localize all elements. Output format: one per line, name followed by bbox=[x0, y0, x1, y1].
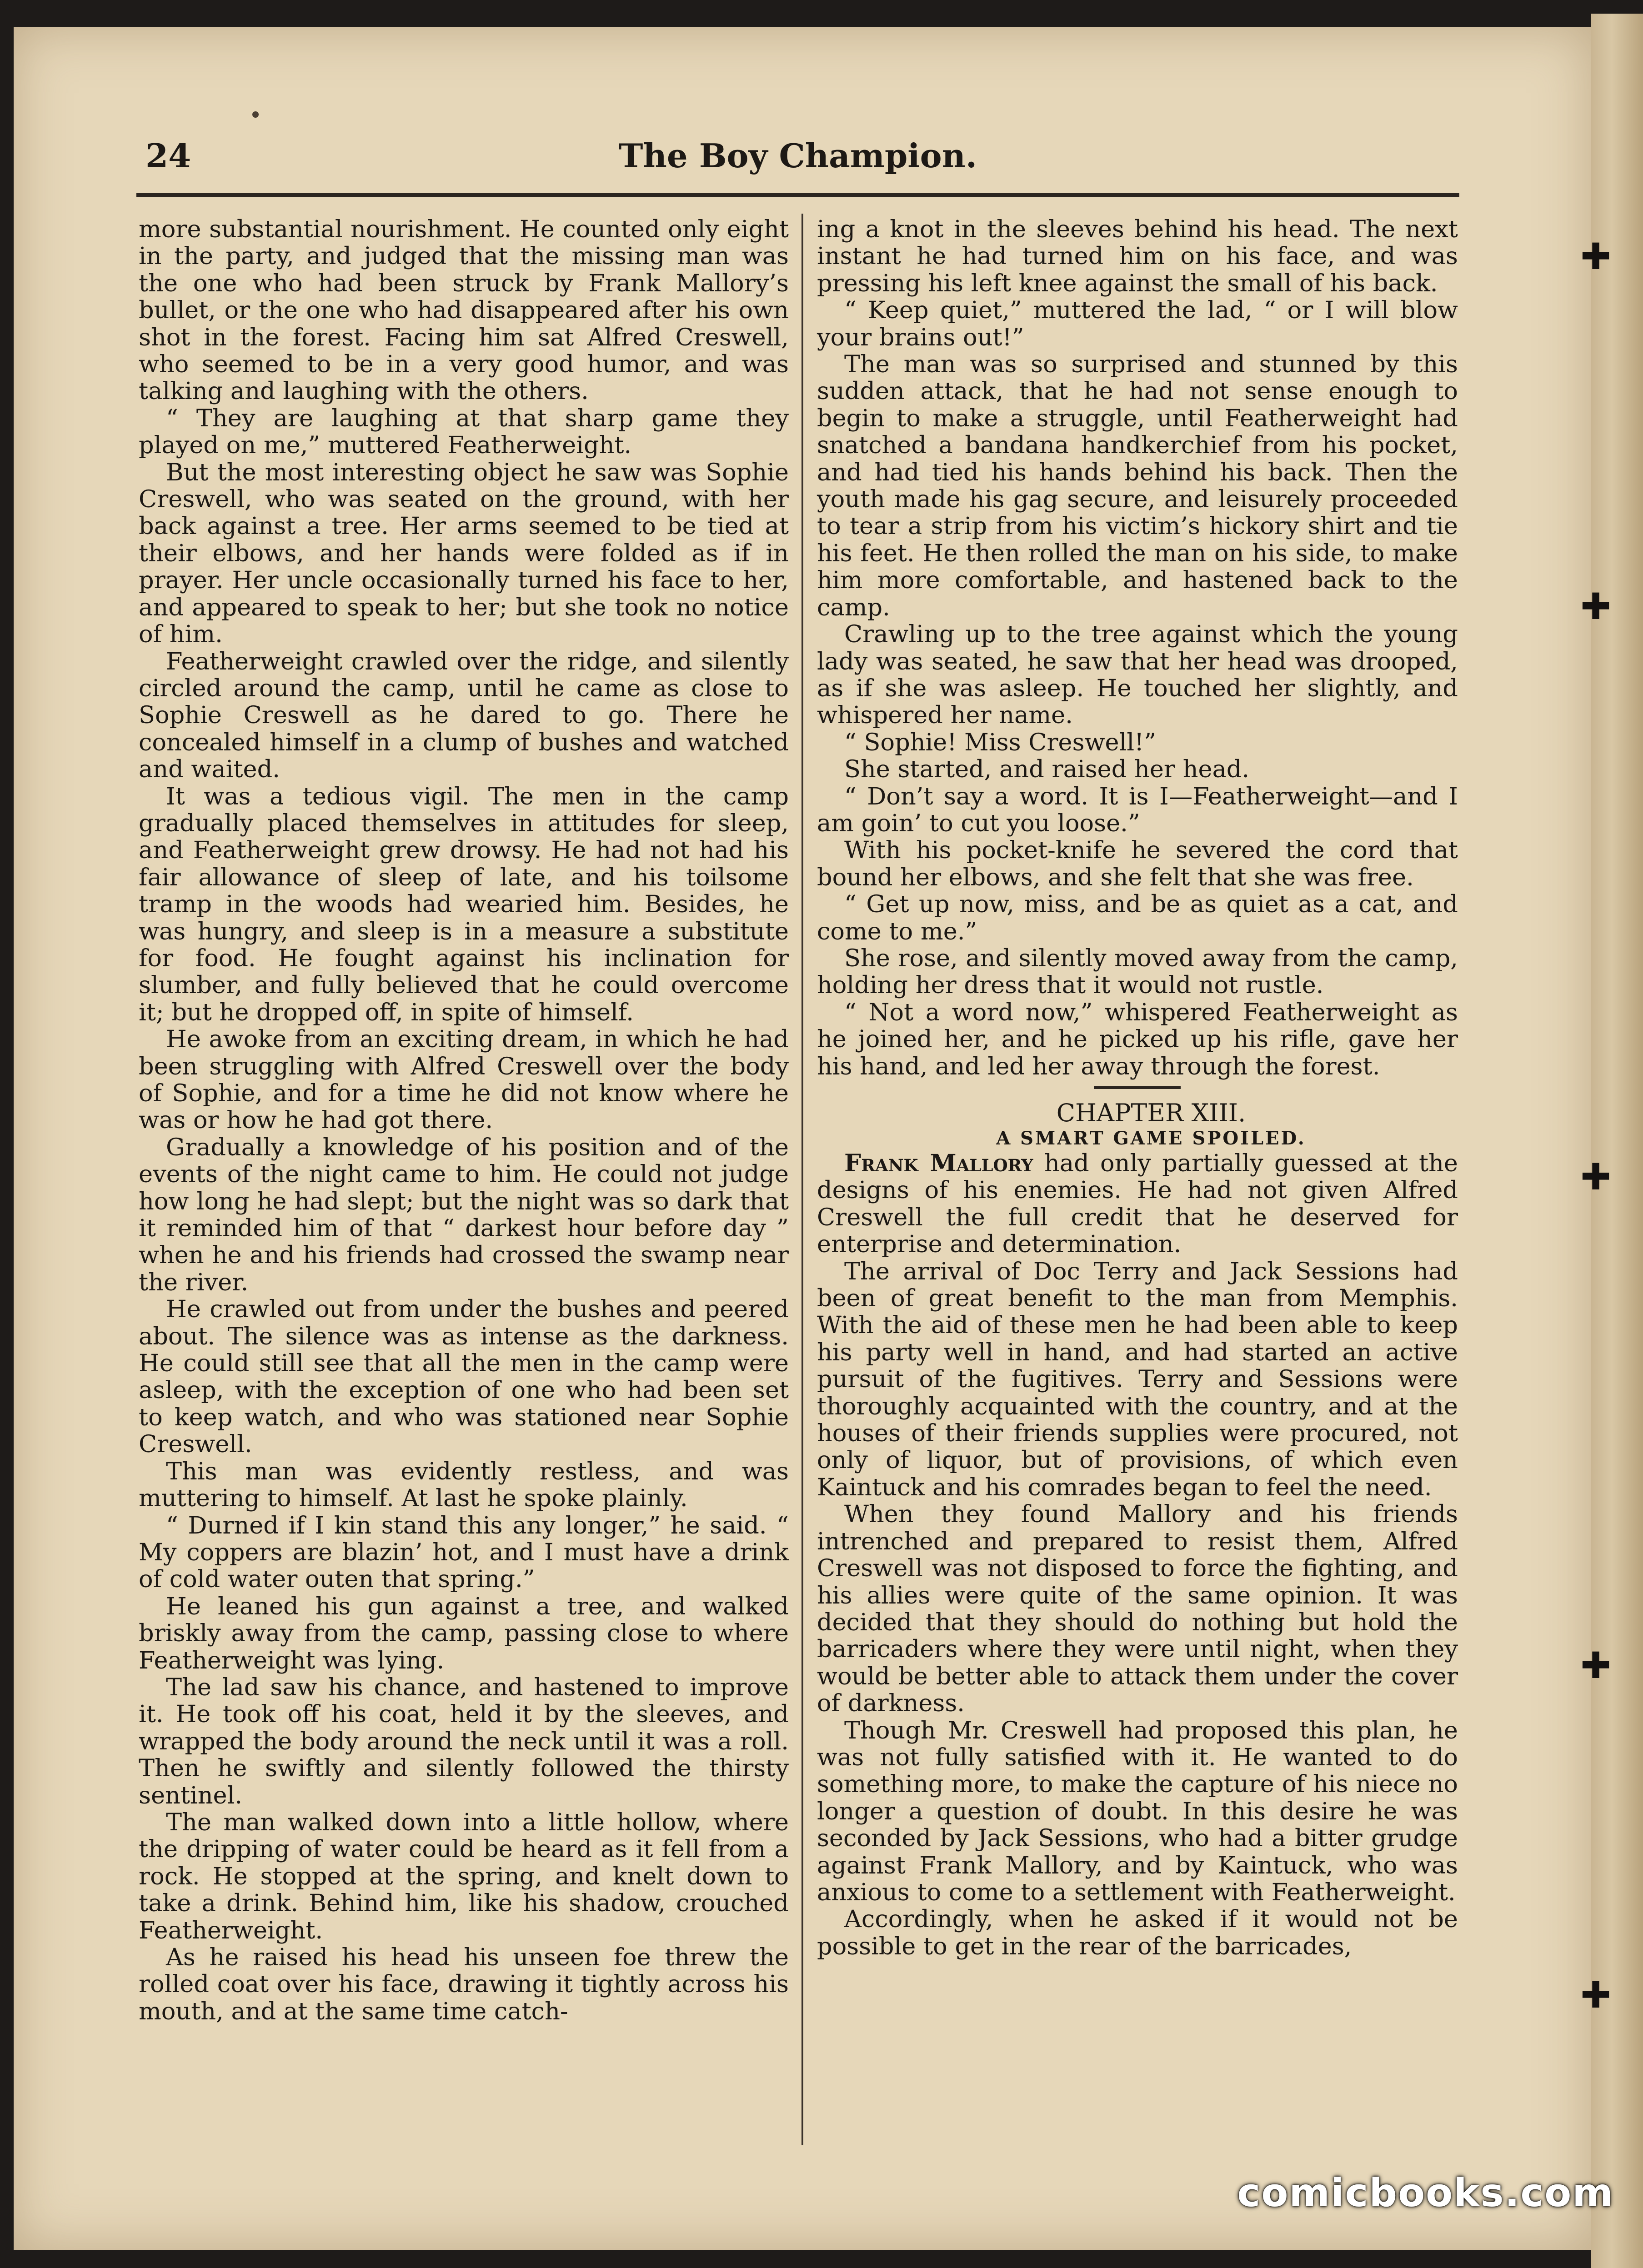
paragraph: As he raised his head his unseen foe threw the rolled coat over his face, drawing it tightly across his mouth, and at the same time catch- bbox=[139, 1943, 789, 2025]
paragraph: The lad saw his chance, and hastened to improve it. He took off his coat, held it by the sleeves, and wrapped the body around the neck until it was a roll. Then he swiftly and silently followed the thirsty sentinel. bbox=[139, 1673, 789, 1809]
opening-smallcaps-name: Frank Mallory bbox=[844, 1149, 1033, 1177]
binding-staple-icon: ✚ bbox=[1580, 585, 1611, 628]
paragraph: Gradually a knowledge of his position and of the events of the night came to him. He could not judge how long he had slept; but the night was so dark that it reminded him of that “ darkest hour before day ” when he and his friends had crossed the swamp near the river. bbox=[139, 1133, 789, 1296]
running-title: The Boy Champion. bbox=[618, 136, 977, 175]
paragraph: With his pocket-knife he severed the cord that bound her elbows, and she felt that she was free. bbox=[817, 836, 1458, 891]
paragraph: The man was so surprised and stunned by this sudden attack, that he had not sense enough to begin to make a struggle, until Featherweight had snatched a bandana handkerchief from his pocket, and had tied his hands behind his back. Then the youth made his gag secure, and leisurely proceeded to tear a strip from his victim’s hickory shirt and tie his feet. He then rolled the man on his side, to make him more comfortable, and hastened back to the camp. bbox=[817, 350, 1458, 621]
paragraph: She started, and raised her head. bbox=[844, 755, 1250, 784]
paragraph: He leaned his gun against a tree, and walked briskly away from the camp, passing close to where Featherweight was lying. bbox=[139, 1592, 789, 1674]
header-rule bbox=[136, 193, 1459, 197]
paragraph: “ Not a word now,” whispered Featherweight as he joined her, and he picked up his rifle, gave her his hand, and led her away through the forest. bbox=[817, 998, 1458, 1080]
binding-staple-icon: ✚ bbox=[1580, 1644, 1611, 1687]
paragraph: “ They are laughing at that sharp game they played on me,” muttered Featherweight. bbox=[139, 404, 789, 460]
section-rule bbox=[1094, 1086, 1181, 1089]
page-blemish bbox=[252, 111, 259, 118]
paragraph: “ Sophie! Miss Creswell!” bbox=[844, 728, 1157, 756]
paragraph: The man walked down into a little hollow, where the dripping of water could be heard as it fell from a rock. He stopped at the spring, and knelt down to take a drink. Behind him, like his shadow, crouched Featherweight. bbox=[139, 1808, 789, 1944]
paragraph: “ Get up now, miss, and be as quiet as a cat, and come to me.” bbox=[817, 890, 1458, 945]
paragraph: ing a knot in the sleeves behind his head. The next instant he had turned him on his face, and was pressing his left knee against the small of his back. bbox=[817, 215, 1458, 297]
paragraph: Featherweight crawled over the ridge, and silently circled around the camp, until he came as close to Sophie Creswell as he dared to go. There he concealed himself in a clump of bushes and watched and waited. bbox=[139, 647, 789, 784]
chapter-title: CHAPTER XIII. bbox=[1056, 1099, 1246, 1127]
paragraph: “ Don’t say a word. It is I—Featherweight—and I am goin’ to cut you loose.” bbox=[817, 782, 1458, 837]
paragraph: This man was evidently restless, and was muttering to himself. At last he spoke plainly. bbox=[139, 1457, 789, 1513]
paragraph: But the most interesting object he saw was Sophie Creswell, who was seated on the ground, with her back against a tree. Her arms seemed to be tied at their elbows, and her hands were folded as if in prayer. Her uncle occasionally turned his face to her, and appeared to speak to her; but she took no notice of him. bbox=[139, 458, 789, 649]
paragraph: “ Durned if I kin stand this any longer,” he said. “ My coppers are blazin’ hot, and I must have a drink of cold water outen that spring.” bbox=[139, 1511, 789, 1594]
paragraph: more substantial nourishment. He counted only eight in the party, and judged that the missing man was the one who had been struck by Frank Mallory’s bullet, or the one who had disappeared after his own shot in the forest. Facing him sat Alfred Creswell, who seemed to be in a very good humor, and was talking and laughing with the others. bbox=[139, 215, 789, 405]
binding-staple-icon: ✚ bbox=[1580, 235, 1611, 278]
paragraph: He awoke from an exciting dream, in which he had been struggling with Alfred Creswell over the body of Sophie, and for a time he did not know where he was or how he had got there. bbox=[139, 1025, 789, 1134]
watermark-text: comicbooks.com bbox=[1237, 2170, 1614, 2216]
right-column bbox=[817, 216, 1458, 1960]
paragraph: Though Mr. Creswell had proposed this plan, he was not fully satisfied with it. He wanted to do something more, to make the capture of his niece no longer a question of doubt. In this desire he was seconded by Jack Sessions, who had a bitter grudge against Frank Mallory, and by Kaintuck, who was anxious to come to a settlement with Featherweight. bbox=[817, 1716, 1458, 1906]
paragraph: Accordingly, when he asked if it would not be possible to get in the rear of the barricades, bbox=[817, 1905, 1458, 1960]
paragraph: He crawled out from under the bushes and peered about. The silence was as intense as the darkness. He could still see that all the men in the camp were asleep, with the exception of one who had been set to keep watch, and who was stationed near Sophie Creswell. bbox=[139, 1295, 789, 1459]
paragraph: The arrival of Doc Terry and Jack Sessions had been of great benefit to the man from Memphis. With the aid of these men he had been able to keep his party well in hand, and had started an active pursuit of the fugitives. Terry and Sessions were thoroughly acquainted with the country, and at the houses of their friends supplies were procured, not only of liquor, but of provisions, of which even Kaintuck and his comrades began to feel the need. bbox=[817, 1257, 1458, 1501]
opening-paragraph-text: had only partially guessed at the designs of his enemies. He had not given Alfred Creswell the full credit that he deserved for enterprise and determination. bbox=[817, 1149, 1458, 1259]
paragraph: She rose, and silently moved away from the camp, holding her dress that it would not rustle. bbox=[817, 944, 1458, 999]
left-column bbox=[139, 216, 789, 2025]
binding-spine bbox=[1591, 14, 1643, 2268]
binding-staple-icon: ✚ bbox=[1580, 1974, 1611, 2016]
page-header bbox=[136, 132, 1459, 186]
paragraph: It was a tedious vigil. The men in the camp gradually placed themselves in attitudes for sleep, and Featherweight grew drowsy. He had not had his fair allowance of sleep of late, and his toilsome tramp in the woods had wearied him. Besides, he was hungry, and sleep is in a measure a substitute for food. He fought against his inclination for slumber, and fully believed that he could overcome it; but he dropped off, in spite of himself. bbox=[139, 782, 789, 1026]
chapter-opening-paragraph bbox=[817, 1150, 1458, 1258]
paragraph: “ Keep quiet,” muttered the lad, “ or I will blow your brains out!” bbox=[817, 296, 1458, 351]
page-number: 24 bbox=[145, 136, 191, 175]
chapter-subtitle: A SMART GAME SPOILED. bbox=[996, 1128, 1306, 1149]
column-divider bbox=[801, 214, 803, 2145]
paragraph: When they found Mallory and his friends intrenched and prepared to resist them, Alfred Creswell was not disposed to force the fighting, and his allies were quite of the same opinion. It was decided that they should do nothing but hold the barricaders where they were until night, when they would be better able to attack them under the cover of darkness. bbox=[817, 1500, 1458, 1718]
binding-staple-icon: ✚ bbox=[1580, 1156, 1611, 1198]
paragraph: Crawling up to the tree against which the young lady was seated, he saw that her head was drooped, as if she was asleep. He touched her slightly, and whispered her name. bbox=[817, 620, 1458, 729]
